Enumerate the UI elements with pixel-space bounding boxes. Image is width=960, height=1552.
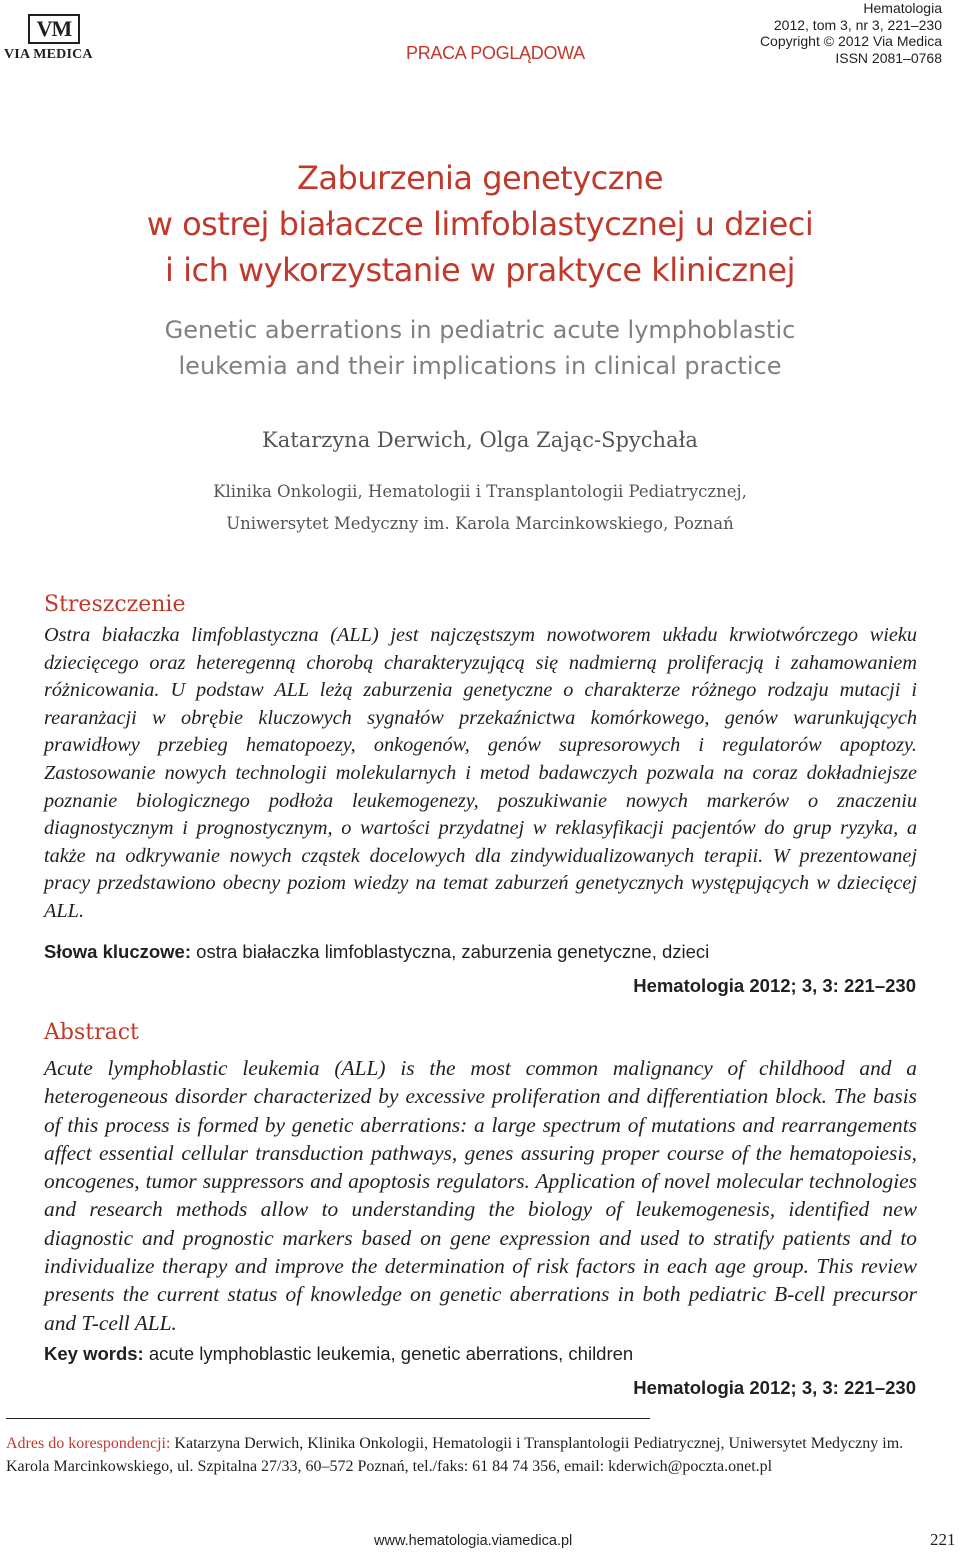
title-polish	[0, 155, 960, 293]
keywords-polish-list: ostra białaczka limfoblastyczna, zaburzenia genetyczne, dzieci	[196, 941, 710, 962]
affiliation-line: Uniwersytet Medyczny im. Karola Marcinkowskiego, Poznań	[226, 514, 734, 533]
citation-polish: Hematologia 2012; 3, 3: 221–230	[633, 975, 916, 996]
title-polish-line: i ich wykorzystanie w praktyce klinicznej	[165, 251, 795, 289]
journal-issn: ISSN 2081–0768	[835, 49, 942, 66]
keywords-polish	[44, 941, 709, 963]
authors: Katarzyna Derwich, Olga Zając-Spychała	[262, 428, 698, 452]
title-english	[0, 312, 960, 384]
footnote-divider	[6, 1418, 650, 1419]
affiliation	[0, 476, 960, 540]
citation-english: Hematologia 2012; 3, 3: 221–230	[633, 1377, 916, 1398]
logo-text: VIA MEDICA	[4, 47, 93, 62]
keywords-english-list: acute lymphoblastic leukemia, genetic aberrations, children	[148, 1343, 634, 1364]
affiliation-line: Klinika Onkologii, Hematologii i Transplantologii Pediatrycznej,	[213, 482, 747, 501]
via-medica-logo	[4, 14, 104, 66]
abstract-heading: Abstract	[44, 1020, 139, 1045]
journal-info	[760, 0, 942, 66]
keywords-english	[44, 1343, 633, 1365]
article-type-label: PRACA POGLĄDOWA	[406, 43, 585, 63]
journal-copyright: Copyright © 2012 Via Medica	[759, 33, 942, 49]
title-english-line: leukemia and their implications in clinical practice	[178, 352, 782, 380]
correspondence-text: Katarzyna Derwich, Klinika Onkologii, Hematologii i Transplantologii Pediatrycznej, Uniwersytet Medyczny im. Karola Marcinkowskiego, ul. Szpitalna 27/33, 60–572 Poznań, tel./faks: 61 84 74 356, email: kderwich@poczta.onet.pl	[6, 1435, 904, 1475]
logo-mark	[28, 14, 80, 44]
journal-name: Hematologia	[863, 0, 942, 16]
correspondence-address	[6, 1433, 906, 1478]
streszczenie-body: Ostra białaczka limfoblastyczna (ALL) jest najczęstszym nowotworem układu krwiotwórczego wieku dziecięcego oraz heteregenną chorobą charakteryzującą się nadmierną proliferacją i zahamowaniem różnicowania. U podstaw ALL leżą zaburzenia genetyczne o charakterze różnego rodzaju mutacji i rearanżacji w obrębie kluczowych sygnałów przekaźnictwa komórkowego, genów warunkujących prawidłowy przebieg hematopoezy, onkogenów, genów supresorowych i regulatorów apoptozy. Zastosowanie nowych technologii molekularnych i metod badawczych pozwala na coraz dokładniejsze poznanie biologicznego podłoża leukemogenezy, poszukiwanie nowych markerów o znaczeniu diagnostycznym i prognostycznym, o wartości przydatnej w reklasyfikacji pacjentów do grup ryzyka, a także na odkrywanie nowych cząstek docelowych dla zindywidualizowanych terapii. W prezentowanej pracy przedstawiono obecny poziom wiedzy na temat zaburzeń genetycznych występujących w dziecięcej ALL.	[44, 624, 917, 922]
title-english-line: Genetic aberrations in pediatric acute lymphoblastic	[164, 316, 796, 344]
streszczenie-heading: Streszczenie	[44, 592, 186, 617]
abstract-body: Acute lymphoblastic leukemia (ALL) is the most common malignancy of childhood and a heterogeneous disorder characterized by excessive proliferation and differentiation block. The basis of this process is formed by genetic aberrations: a large spectrum of mutations and rearrangements affect essential cellular transduction pathways, genes assuring proper course of the hematopoiesis, oncogenes, tumor suppressors and apoptosis regulators. Application of novel molecular technologies and research methods allow to understanding the biology of leukemogenesis, identified new diagnostic and prognostic markers based on gene expression and used to stratify patients and to individualize therapy and improve the determination of risk factors in each age group. This review presents the current status of knowledge on genetic aberrations in both pediatric B-cell precursor and T-cell ALL.	[44, 1056, 917, 1335]
keywords-english-label: Key words:	[44, 1343, 144, 1364]
journal-issue: 2012, tom 3, nr 3, 221–230	[773, 16, 942, 33]
page-number: 221	[930, 1530, 956, 1549]
logo-letters: VM	[36, 16, 72, 41]
correspondence-label: Adres do korespondencji:	[6, 1435, 171, 1452]
keywords-polish-label: Słowa kluczowe:	[44, 941, 192, 962]
journal-website-link[interactable]: www.hematologia.viamedica.pl	[374, 1533, 573, 1549]
title-polish-line: Zaburzenia genetyczne	[296, 159, 664, 197]
title-polish-line: w ostrej białaczce limfoblastycznej u dzieci	[146, 205, 814, 243]
